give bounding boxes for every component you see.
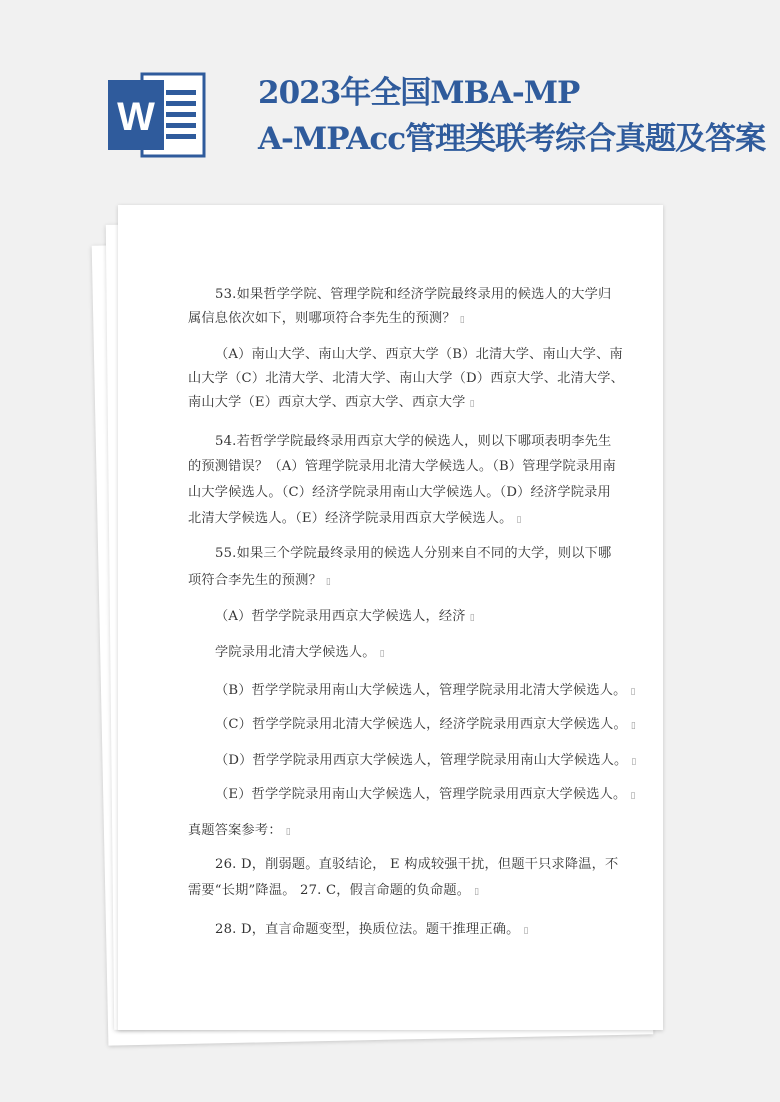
line-text: （A）哲学学院录用西京大学候选人，经济	[215, 609, 466, 624]
paragraph-mark-icon: ▯	[285, 827, 291, 837]
line-text: 的预测错误？（A）管理学院录用北清大学候选人。（B）管理学院录用南	[188, 459, 617, 474]
paragraph-mark-icon: ▯	[516, 515, 522, 525]
text-line	[215, 542, 611, 561]
title-line: 2023年全国MBA-MP	[258, 75, 580, 111]
paragraph-mark-icon: ▯	[474, 887, 480, 897]
text-line	[215, 853, 618, 872]
paragraph-mark-icon: ▯	[325, 577, 332, 587]
text-line	[215, 679, 636, 698]
text-line	[188, 455, 616, 474]
paragraph-mark-icon: ▯	[631, 757, 637, 767]
line-text: 54.若哲学学院最终录用西京大学的候选人，则以下哪项表明李先生	[215, 434, 612, 449]
line-text: 南山大学（E）西京大学、西京大学、西京大学	[188, 395, 466, 410]
text-line	[215, 918, 529, 937]
text-line	[188, 879, 479, 898]
text-line	[215, 605, 475, 624]
line-text: 53.如果哲学学院、管理学院和经济学院最终录用的候选人的大学归	[215, 287, 612, 302]
document-title	[258, 70, 778, 162]
text-line	[188, 507, 522, 526]
text-line	[188, 367, 624, 386]
paragraph-mark-icon: ▯	[469, 613, 475, 623]
text-line	[215, 343, 623, 362]
line-text: 学院录用北清大学候选人。	[215, 645, 376, 660]
line-text: 55.如果三个学院最终录用的候选人分别来自不同的大学，则以下哪	[215, 546, 612, 561]
text-line	[215, 749, 637, 768]
text-line	[188, 481, 611, 500]
word-document-icon	[108, 68, 208, 162]
line-text: 真题答案参考：	[188, 823, 282, 838]
line-text: （E）哲学学院录用南山大学候选人，管理学院录用西京大学候选人。	[215, 787, 627, 802]
line-text: （D）哲学学院录用西京大学候选人，管理学院录用南山大学候选人。	[215, 753, 628, 768]
text-line	[215, 783, 636, 802]
paragraph-mark-icon: ▯	[630, 791, 636, 801]
text-line	[188, 307, 465, 326]
line-text: 山大学（C）北清大学、北清大学、南山大学（D）西京大学、北清大学、	[188, 371, 625, 386]
text-line	[188, 391, 475, 410]
text-line	[215, 430, 611, 449]
paragraph-mark-icon: ▯	[379, 649, 385, 659]
line-text: 属信息依次如下，则哪项符合李先生的预测？	[188, 311, 456, 326]
line-text: 北清大学候选人。（E）经济学院录用西京大学候选人。	[188, 511, 513, 526]
line-text: 项符合李先生的预测？	[188, 573, 322, 588]
text-line	[215, 713, 636, 732]
paragraph-mark-icon: ▯	[630, 721, 637, 731]
svg-text:W: W	[117, 95, 155, 139]
line-text: 需要“长期”降温。 27. C，假言命题的负命题。	[188, 883, 471, 898]
paragraph-mark-icon: ▯	[630, 687, 636, 697]
paragraph-mark-icon: ▯	[469, 399, 475, 409]
line-text: 26. D，削弱题。直驳结论， E 构成较强干扰，但题干只求降温，不	[215, 857, 619, 872]
text-line	[215, 641, 385, 660]
paragraph-mark-icon: ▯	[523, 926, 529, 936]
line-text: 山大学候选人。（C）经济学院录用南山大学候选人。（D）经济学院录用	[188, 485, 611, 500]
title-line: A-MPAcc管理类联考综合真题及答案	[258, 121, 766, 157]
text-line	[188, 569, 331, 588]
line-text: （C）哲学学院录用北清大学候选人，经济学院录用西京大学候选人。	[215, 717, 627, 732]
line-text: （B）哲学学院录用南山大学候选人，管理学院录用北清大学候选人。	[215, 683, 627, 698]
line-text: （A）南山大学、南山大学、西京大学（B）北清大学、南山大学、南	[215, 347, 623, 362]
text-line	[188, 819, 291, 838]
text-line	[215, 283, 611, 302]
line-text: 28. D，直言命题变型，换质位法。题干推理正确。	[215, 922, 520, 937]
paragraph-mark-icon: ▯	[459, 315, 465, 325]
